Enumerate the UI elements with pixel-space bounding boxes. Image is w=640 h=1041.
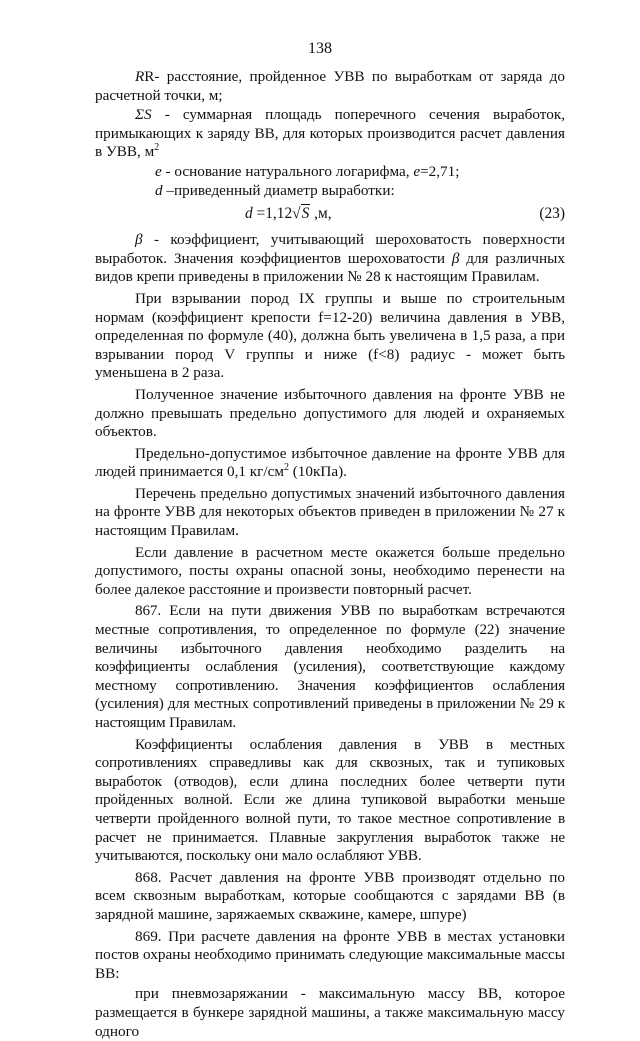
paragraph-attenuation-coefficients: Коэффициенты ослабления давления в УВВ в местных сопротивлениях справедливы как для сквозных, так и тупиковых выработок (отводов), если длина последних более четверти пути пройденных волной. Если же длина тупиковой выработки меньше четверти пройденного волной пути, то такое местное сопротивление в расчет не принимается. Плавные закругления выработок также не учитываются, поскольку они мало ослабляют УВВ. <box>95 735 565 865</box>
paragraph-r-text: R- расстояние, пройденное УВВ по выработкам от заряда до расчетной точки, м; <box>95 68 565 104</box>
paragraph-beta-tail: для различных видов крепи приведены в приложении № 28 к настоящим Правилам. <box>95 249 565 286</box>
page-number: 138 <box>308 40 332 57</box>
equation-number: (23) <box>539 205 565 223</box>
variable-d: d <box>155 181 163 199</box>
formula-23 <box>95 202 565 228</box>
superscript-squared: 2 <box>154 142 160 154</box>
square-root-sign: √S <box>292 205 310 223</box>
paragraph-r-definition <box>95 68 565 105</box>
formula-variable-s: S <box>301 205 310 223</box>
paragraph-d-definition <box>95 182 565 201</box>
formula-coefficient: =1,12 <box>252 205 293 223</box>
paragraph-allowed-values-list: Перечень предельно допустимых значений избыточного давления на фронте УВВ для некоторых объектов приведен в приложении № 27 к настоящим Правилам. <box>95 484 565 540</box>
paragraph-people-tail: (10кПа). <box>288 463 347 481</box>
formula-unit: ,м, <box>310 205 332 223</box>
paragraph-sum-s-text: - суммарная площадь поперечного сечения выработок, примыкающих к заряду ВВ, для которых производится расчет давления в УВВ, м <box>95 106 565 161</box>
paragraph-869: 869. При расчете давления на фронте УВВ в местах установки постов охраны необходимо принимать следующие максимальные массы ВВ: <box>95 927 565 982</box>
formula-variable-d: d <box>245 205 253 223</box>
paragraph-beta-text: - коэффициент, учитывающий шероховатость поверхности выработок. Значения коэффициентов шероховатости <box>95 231 565 267</box>
paragraph-pneumatic-charging: при пневмозаряжании - максимальную массу ВВ, которое размещается в бункере зарядной машины, а также максимальную массу одного <box>95 985 565 1040</box>
paragraph-sum-s-definition <box>95 106 565 162</box>
paragraph-exceed-pressure: Если давление в расчетном месте окажется больше предельно допустимого, посты охраны опасной зоны, необходимо перенести на более далекое расстояние и произвести повторный расчет. <box>95 543 565 598</box>
paragraph-868: 868. Расчет давления на фронте УВВ производят отдельно по всем сквозным выработкам, которые сообщаются с зарядами ВВ (в зарядной машине, заряжаемых скважине, камере, шпуре) <box>95 868 565 923</box>
formula-expression <box>245 205 332 224</box>
paragraph-e-text: - основание натурального логарифма, <box>161 162 414 180</box>
paragraph-rock-groups: При взрывании пород IX группы и выше по строительным нормам (коэффициент крепости f=12-20) величина давления в УВВ, определенная по формуле (40), должна быть увеличена в 1,5 раза, а при взрывании пород V группы и ниже (f<8) радиус - может быть уменьшена в 2 раза. <box>95 289 565 382</box>
superscript-squared-2: 2 <box>283 462 289 474</box>
variable-beta: β <box>135 231 143 249</box>
variable-e-inline: e <box>413 162 421 180</box>
paragraph-e-value: =2,71; <box>420 162 460 180</box>
variable-sum-s: ΣS <box>135 106 152 124</box>
variable-e: e <box>155 162 162 180</box>
paragraph-867: 867. Если на пути движения УВВ по выработкам встречаются местные сопротивления, то определенное по формуле (22) значение величины избыточного давления необходимо разделить на коэффициенты ослабления (усиления), соответствующие каждому местному сопротивлению. Значения коэффициентов ослабления (усиления) для местных сопротивлений приведены в приложении № 29 к настоящим Правилам. <box>95 602 565 731</box>
paragraph-d-text: –приведенный диаметр выработки: <box>162 181 395 199</box>
paragraph-e-definition <box>95 163 565 182</box>
paragraph-beta-definition <box>95 231 565 287</box>
paragraph-people-text: Предельно-допустимое избыточное давление на фронте УВВ для людей принимается 0,1 кг/см <box>95 444 565 481</box>
page-body <box>95 68 565 1041</box>
paragraph-limit-pressure: Полученное значение избыточного давления на фронте УВВ не должно превышать предельно допустимого для людей и охраняемых объектов. <box>95 385 565 441</box>
paragraph-people-pressure <box>95 445 565 482</box>
variable-beta-inline: β <box>451 249 460 267</box>
variable-r: R <box>135 68 145 85</box>
